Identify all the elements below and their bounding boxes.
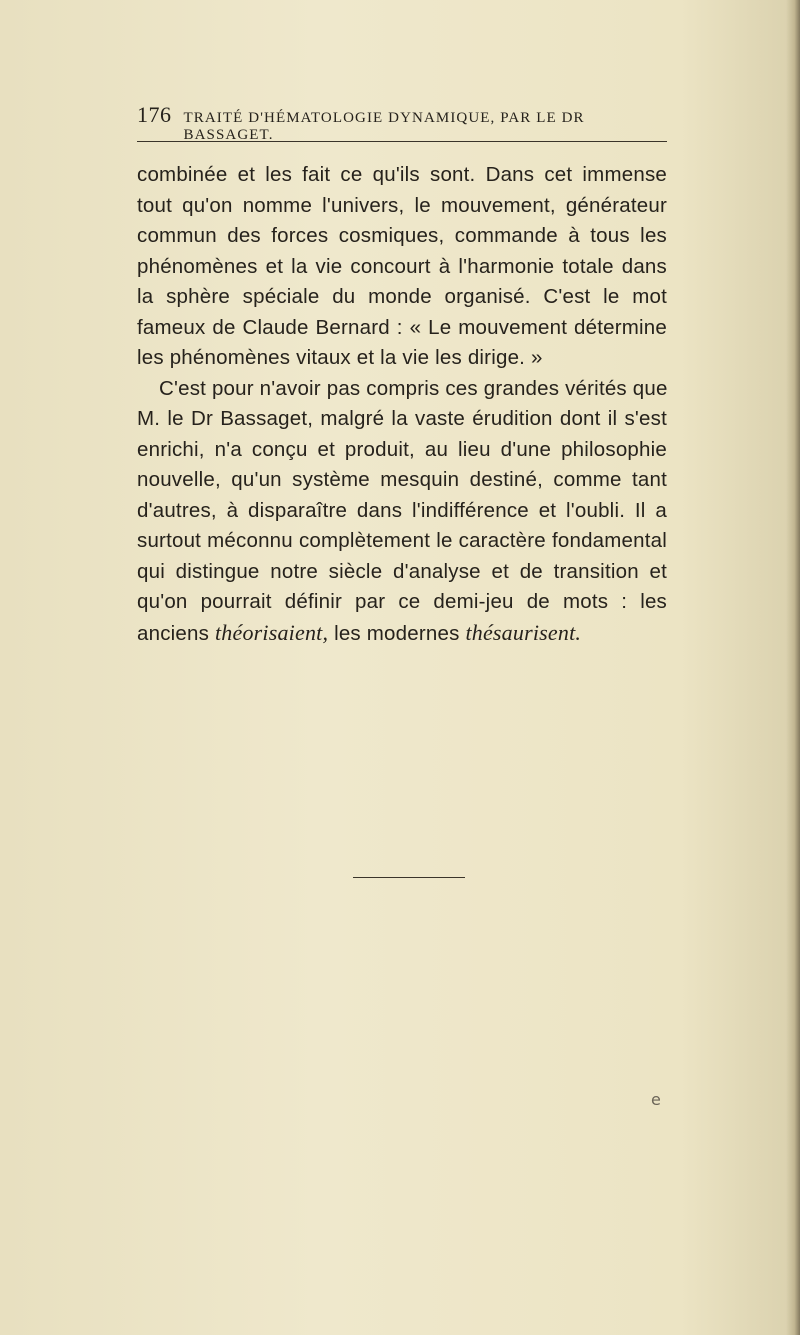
text-line: qu'on pourrait définir par ce demi-jeu de mots : les xyxy=(137,590,667,613)
text-line: nouvelle, qu'un système mesquin destiné, comme tant xyxy=(137,468,667,491)
text-line: phénomènes et la vie concourt à l'harmonie totale dans xyxy=(137,254,667,278)
text-line: les phénomènes vitaux et la vie les dirige. » xyxy=(137,346,543,369)
body-text xyxy=(137,160,667,648)
text-line: enrichi, n'a conçu et produit, au lieu d'une philosophie xyxy=(137,437,667,461)
section-end-rule xyxy=(353,877,465,878)
text-line: la sphère spéciale du monde organisé. C'est le mot xyxy=(137,285,667,308)
italic-word-theorisaient: théorisaient, xyxy=(214,619,329,645)
text-line: C'est pour n'avoir pas compris ces grandes vérités que xyxy=(159,376,668,400)
text-run: anciens xyxy=(137,621,215,645)
text-line: fameux de Claude Bernard : « Le mouvement détermine xyxy=(137,315,667,339)
text-line: combinée et les fait ce qu'ils sont. Dans cet immense xyxy=(137,163,667,186)
italic-word-thesaurisent: thésaurisent. xyxy=(465,619,582,645)
header-rule xyxy=(137,141,667,142)
text-line: surtout méconnu complètement le caractère fondamental xyxy=(137,529,667,552)
stray-mark: e xyxy=(651,1090,661,1109)
text-line: d'autres, à disparaître dans l'indifférence et l'oubli. Il a xyxy=(137,498,667,522)
page-number: 176 xyxy=(137,102,172,127)
text-run: les modernes xyxy=(328,621,466,645)
text-line: M. le Dr Bassaget, malgré la vaste érudition dont il s'est xyxy=(137,407,667,430)
text-line: tout qu'on nomme l'univers, le mouvement, générateur xyxy=(137,193,667,217)
running-head xyxy=(137,102,667,143)
page-edge-shadow xyxy=(786,0,800,1335)
final-text-line xyxy=(137,618,667,649)
text-line: qui distingue notre siècle d'analyse et de transition et xyxy=(137,559,667,583)
text-line: commun des forces cosmiques, commande à tous les xyxy=(137,224,667,247)
running-title: TRAITÉ D'HÉMATOLOGIE DYNAMIQUE, PAR LE DR BASSAGET. xyxy=(183,110,585,143)
